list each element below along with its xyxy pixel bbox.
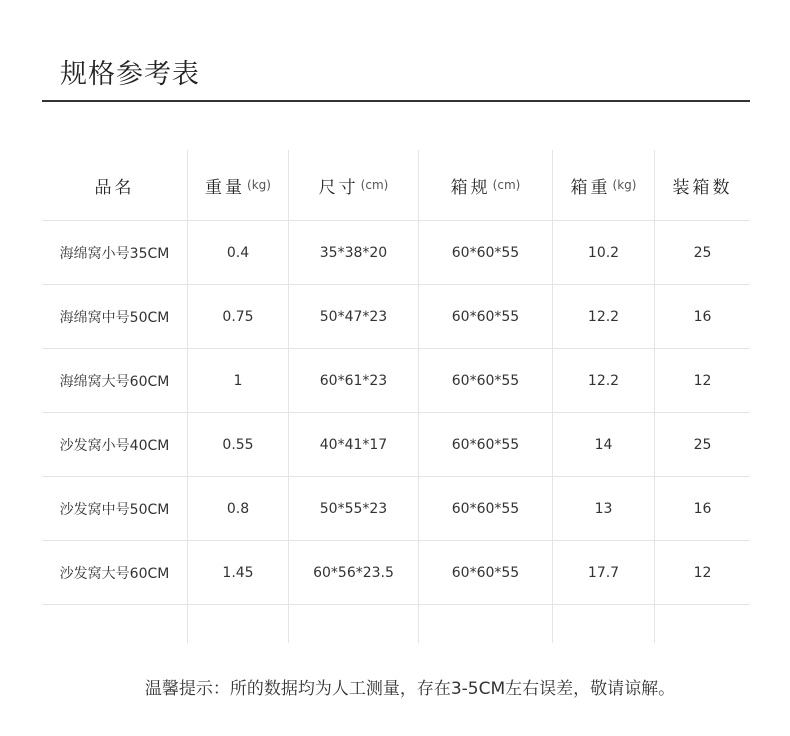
weight-cell: 0.4 [188,221,289,284]
table-footer-spacer [42,605,750,643]
header-label: 装箱数 [672,177,733,198]
header-unit: (cm) [492,178,521,192]
name-cell: 海绵窝大号60CM [42,349,188,412]
title-divider [42,100,750,102]
quantity-cell: 25 [693,244,712,261]
header-label: 重量 [205,177,246,198]
header-unit: (cm) [360,178,389,192]
carton-size-cell: 60*60*55 [419,541,553,604]
header-label: 品名 [94,177,135,198]
header-cell-quantity [655,150,750,220]
quantity-cell: 12 [693,372,712,389]
weight-cell: 0.55 [188,413,289,476]
size-cell: 40*41*17 [289,413,419,476]
weight-cell: 0.8 [188,477,289,540]
spacer-cell [188,605,289,643]
carton-size-cell: 60*60*55 [419,349,553,412]
name-cell: 沙发窝小号40CM [42,413,188,476]
quantity-cell: 12 [693,564,712,581]
size-cell: 50*47*23 [289,285,419,348]
carton-weight-cell: 10.2 [553,221,655,284]
header-cell-name [42,150,188,220]
quantity-cell: 16 [693,308,712,325]
header-cell-weight [188,150,289,220]
spacer-cell [289,605,419,643]
weight-cell: 0.75 [188,285,289,348]
header-cell-size [289,150,419,220]
header-unit: (kg) [247,178,271,192]
spacer-cell [553,605,655,643]
carton-weight-cell: 17.7 [553,541,655,604]
carton-size-cell: 60*60*55 [419,221,553,284]
size-cell: 60*56*23.5 [289,541,419,604]
page-title: 规格参考表 [60,59,200,90]
size-cell: 35*38*20 [289,221,419,284]
spacer-cell [655,605,750,643]
header-label: 箱重 [570,177,611,198]
table-row [42,541,750,605]
weight-cell: 1 [188,349,289,412]
name-cell: 海绵窝中号50CM [42,285,188,348]
table-row [42,221,750,285]
carton-size-cell: 60*60*55 [419,477,553,540]
quantity-cell: 16 [693,500,712,517]
spacer-cell [42,605,188,643]
table-row [42,285,750,349]
header-unit: (kg) [612,178,637,192]
table-header-row [42,150,750,221]
weight-cell: 1.45 [188,541,289,604]
spec-table [42,150,750,643]
carton-weight-cell: 13 [553,477,655,540]
table-row [42,349,750,413]
carton-weight-cell: 12.2 [553,285,655,348]
header-cell-carton-weight [553,150,655,220]
size-cell: 60*61*23 [289,349,419,412]
table-body [42,221,750,605]
name-cell: 沙发窝大号60CM [42,541,188,604]
carton-size-cell: 60*60*55 [419,413,553,476]
name-cell: 海绵窝小号35CM [42,221,188,284]
table-row [42,413,750,477]
disclaimer-note: 温馨提示：所的数据均为人工测量，存在3-5CM左右误差，敬请谅解。 [144,679,676,699]
carton-size-cell: 60*60*55 [419,285,553,348]
size-cell: 50*55*23 [289,477,419,540]
carton-weight-cell: 14 [553,413,655,476]
spacer-cell [419,605,553,643]
table-row [42,477,750,541]
name-cell: 沙发窝中号50CM [42,477,188,540]
header-label: 箱规 [450,177,491,198]
quantity-cell: 25 [693,436,712,453]
header-label: 尺寸 [318,177,359,198]
header-cell-carton-size [419,150,553,220]
carton-weight-cell: 12.2 [553,349,655,412]
